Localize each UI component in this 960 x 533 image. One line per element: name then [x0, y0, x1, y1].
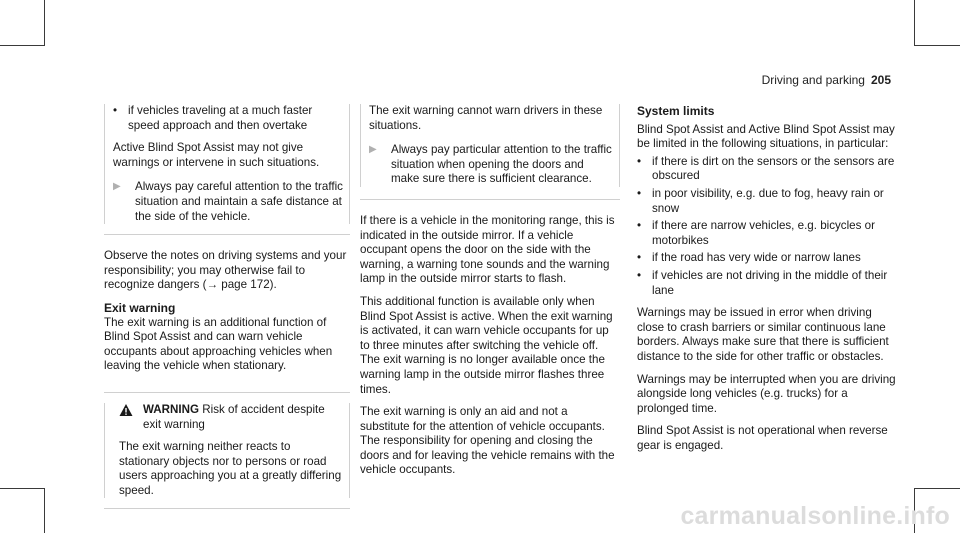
crop-mark-bottom-left-horizontal — [0, 488, 44, 489]
arrow-right-icon: ▶ — [369, 144, 377, 156]
crop-mark-bottom-left-vertical — [44, 488, 45, 533]
bullet-text: if vehicles traveling at a much faster speed approach and then overtake — [128, 104, 313, 132]
list-item: • if vehicles are not driving in the middle of their lane — [637, 269, 897, 298]
info-box-continued — [104, 94, 350, 235]
instruction-step — [369, 143, 613, 187]
crop-mark-bottom-right-horizontal — [915, 488, 960, 489]
list-item: • if there are narrow vehicles, e.g. bicycles or motorbikes — [637, 219, 897, 248]
bullet-text: if the road has very wide or narrow lanes — [652, 251, 861, 265]
instruction-text: Always pay particular attention to the traffic situation when opening the doors and make sure there is sufficient clearance. — [391, 143, 612, 186]
column-1 — [104, 94, 350, 509]
watermark: carmanualsonline.info — [680, 502, 950, 530]
paragraph: The exit warning is only an aid and not a substitute for the attention of vehicle occupants. The responsibility for opening and closing the doors and for leaving the vehicle remains with the vehicle occupants. — [360, 405, 615, 477]
bullet-dot: • — [113, 104, 118, 117]
observe-note: Observe the notes on driving systems and your responsibility; you may otherwise fail to recognize dangers (→ page 172). — [104, 249, 347, 292]
running-header — [762, 73, 891, 87]
list-item: • if the road has very wide or narrow lanes — [637, 251, 861, 265]
warning-triangle-icon — [119, 403, 133, 417]
bullet-text: if there is dirt on the sensors or the sensors are obscured — [652, 154, 895, 183]
paragraph: Warnings may be issued in error when driving close to crash barriers or similar continuous lane borders. Always make sure that there is sufficient distance to the side for other traffic or obstacles. — [637, 306, 889, 363]
column-2 — [360, 94, 620, 478]
column-3 — [637, 104, 897, 453]
box-paragraph: The exit warning cannot warn drivers in these situations. — [369, 104, 603, 132]
list-item: • in poor visibility, e.g. due to fog, heavy rain or snow — [637, 187, 897, 216]
info-box-continued — [360, 94, 620, 200]
page-number: 205 — [870, 73, 891, 87]
paragraph: This additional function is available only when Blind Spot Assist is active. When the exit warning is activated, it can warn vehicle occupants for up to three minutes after switching the vehicle off. The exit warning is no longer available once the warning lamp in the outside mirror flashes three times. — [360, 294, 613, 396]
intro-paragraph: Blind Spot Assist and Active Blind Spot Assist may be limited in the following situations, in particular: — [637, 122, 895, 151]
arrow-right-icon: ▶ — [113, 181, 121, 193]
list-item: • if there is dirt on the sensors or the sensors are obscured — [637, 155, 897, 184]
list-item — [113, 104, 343, 133]
crop-mark-top-right-vertical — [914, 0, 915, 46]
bullet-text: if there are narrow vehicles, e.g. bicycles or motorbikes — [652, 219, 875, 247]
system-limits-heading: System limits — [637, 104, 715, 118]
crop-mark-top-left-vertical — [44, 0, 45, 46]
warning-text: The exit warning neither reacts to stationary objects nor to persons or road users approaching you at a greatly differing speed. — [119, 440, 342, 497]
exit-warning-text: The exit warning is an additional function of Blind Spot Assist and can warn vehicle occupants about approaching vehicles when leaving the vehicle when stationary. — [104, 315, 333, 373]
warning-box — [104, 392, 350, 510]
paragraph: Blind Spot Assist is not operational when reverse gear is engaged. — [637, 424, 888, 452]
paragraph: If there is a vehicle in the monitoring range, this is indicated in the outside mirror. If a vehicle occupant opens the door on the side with the warning, a warning tone sounds and the warning lamp in the outside mirror starts to flash. — [360, 213, 615, 286]
paragraph: Warnings may be interrupted when you are driving alongside long vehicles (e.g. trucks) for a prolonged time. — [637, 372, 896, 415]
instruction-step — [113, 180, 343, 224]
bullet-text: if vehicles are not driving in the middle of their lane — [652, 268, 888, 297]
instruction-text: Always pay careful attention to the traffic situation and maintain a safe distance at the side of the vehicle. — [135, 180, 343, 223]
crop-mark-top-left-horizontal — [0, 45, 44, 46]
crop-mark-top-right-horizontal — [915, 45, 960, 46]
bullet-text: in poor visibility, e.g. due to fog, heavy rain or snow — [652, 186, 884, 215]
box-paragraph: Active Blind Spot Assist may not give warnings or intervene in such situations. — [113, 141, 320, 169]
section-title: Driving and parking — [761, 73, 865, 87]
warning-header — [119, 403, 343, 432]
warning-label: WARNING — [143, 402, 200, 416]
warning-title: Risk of accident despite exit warning — [143, 402, 325, 431]
exit-warning-heading: Exit warning — [104, 300, 176, 315]
